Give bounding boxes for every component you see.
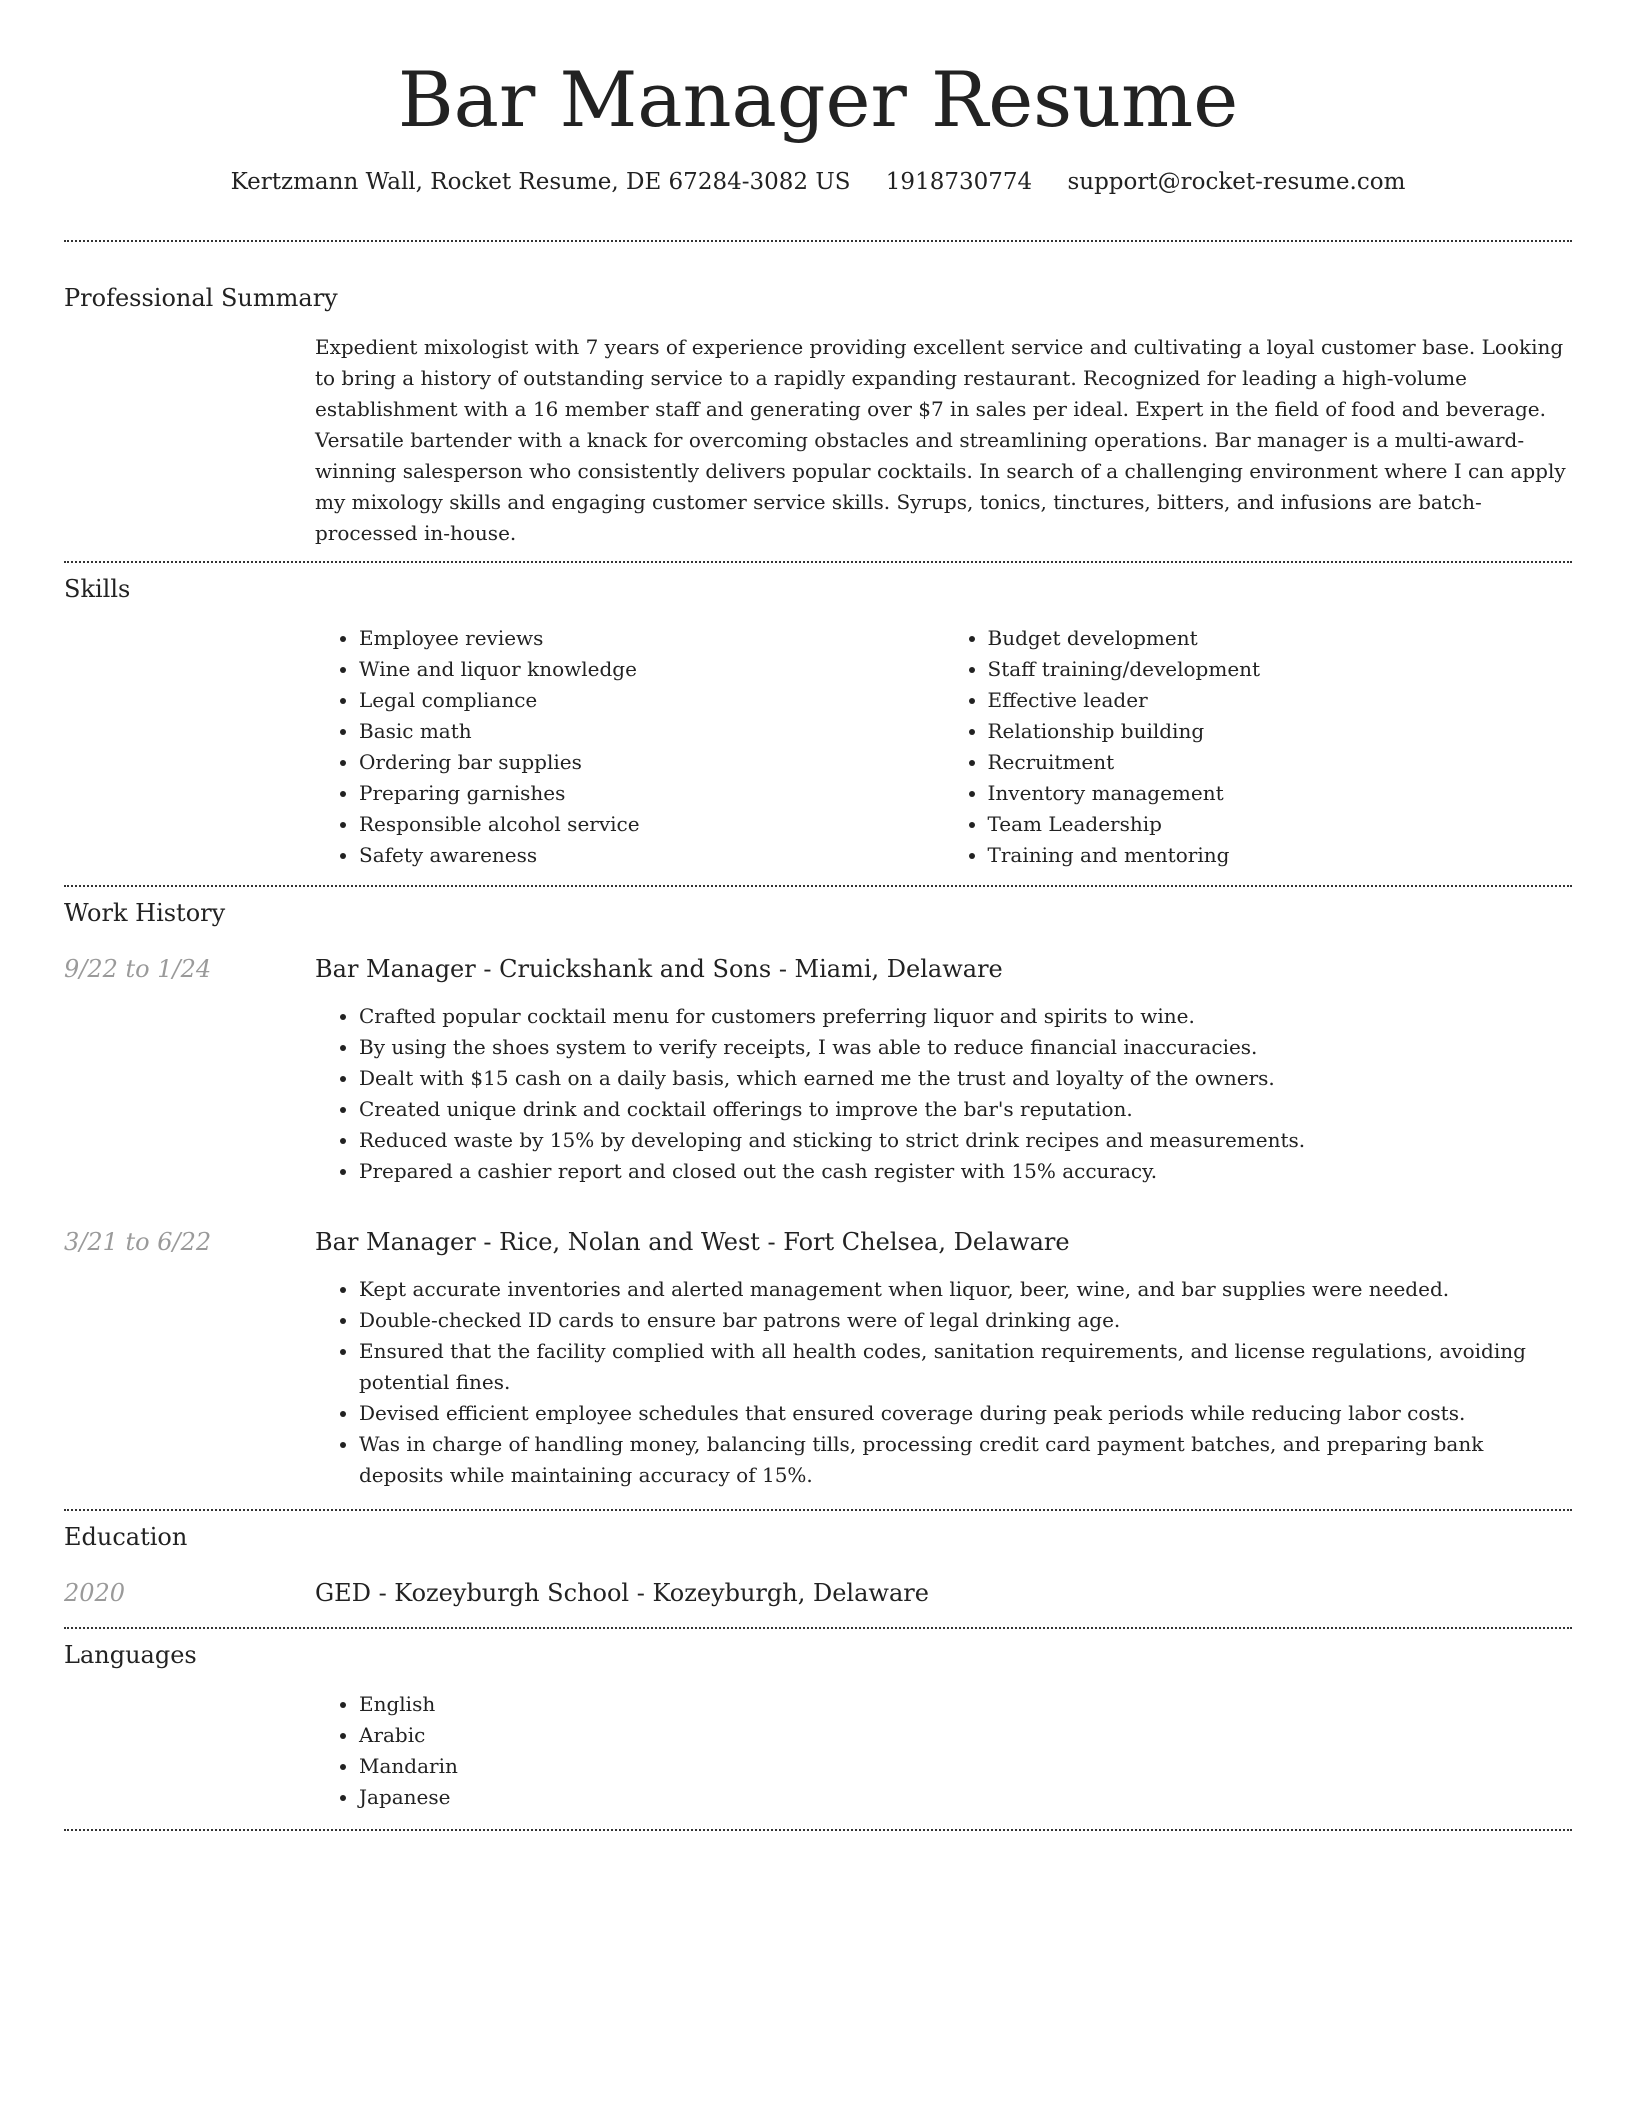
list-item: • Preparing garnishes xyxy=(359,778,944,809)
list-item: • Responsible alcohol service xyxy=(359,809,944,840)
contact-email: support@rocket-resume.com xyxy=(1067,169,1406,195)
list-item: • Crafted popular cocktail menu for customers preferring liquor and spirits to wine. xyxy=(359,1001,1572,1032)
job-details xyxy=(315,1226,1572,1491)
list-item: • English xyxy=(359,1689,1572,1720)
contact-line xyxy=(64,166,1572,198)
list-item: • Devised efficient employee schedules that ensured coverage during peak periods while reducing labor costs. xyxy=(359,1398,1572,1429)
list-item: • Legal compliance xyxy=(359,685,944,716)
section-heading-education: Education xyxy=(64,1523,188,1551)
job-bullets xyxy=(315,1001,1572,1187)
job-bullets xyxy=(315,1274,1572,1491)
education-year: 2020 xyxy=(64,1579,126,1607)
list-item: • Was in charge of handling money, balancing tills, processing credit card payment batches, and preparing bank deposits while maintaining accuracy of 15%. xyxy=(359,1429,1572,1491)
skills-column-right xyxy=(944,623,1573,871)
job-entry xyxy=(64,953,1572,1187)
job-title: Bar Manager - Rice, Nolan and West - Fort Chelsea, Delaware xyxy=(315,1228,1070,1256)
list-item: • By using the shoes system to verify receipts, I was able to reduce financial inaccuracies. xyxy=(359,1032,1572,1063)
list-item: • Staff training/development xyxy=(988,654,1573,685)
divider xyxy=(64,1627,1572,1629)
list-item: • Arabic xyxy=(359,1720,1572,1751)
list-item: • Recruitment xyxy=(988,747,1573,778)
resume-page xyxy=(64,0,1572,1831)
list-item: • Double-checked ID cards to ensure bar patrons were of legal drinking age. xyxy=(359,1305,1572,1336)
list-item: • Kept accurate inventories and alerted management when liquor, beer, wine, and bar supplies were needed. xyxy=(359,1274,1572,1305)
divider xyxy=(64,1829,1572,1831)
contact-phone: 1918730774 xyxy=(885,169,1033,195)
list-item: • Basic math xyxy=(359,716,944,747)
divider xyxy=(64,561,1572,563)
list-item: • Mandarin xyxy=(359,1751,1572,1782)
section-heading-summary: Professional Summary xyxy=(64,284,338,312)
job-title: Bar Manager - Cruickshank and Sons - Miami, Delaware xyxy=(315,955,1003,983)
list-item: • Prepared a cashier report and closed out the cash register with 15% accuracy. xyxy=(359,1156,1572,1187)
list-item: • Effective leader xyxy=(988,685,1573,716)
list-item: • Reduced waste by 15% by developing and sticking to strict drink recipes and measurements. xyxy=(359,1125,1572,1156)
section-heading-skills: Skills xyxy=(64,575,131,603)
list-item: • Team Leadership xyxy=(988,809,1573,840)
list-item: • Created unique drink and cocktail offerings to improve the bar's reputation. xyxy=(359,1094,1572,1125)
divider xyxy=(64,1509,1572,1511)
list-item: • Training and mentoring xyxy=(988,840,1573,871)
list-item: • Relationship building xyxy=(988,716,1573,747)
section-heading-work: Work History xyxy=(64,899,226,927)
list-item: • Japanese xyxy=(359,1782,1572,1813)
list-item: • Dealt with $15 cash on a daily basis, which earned me the trust and loyalty of the owners. xyxy=(359,1063,1572,1094)
education-title: GED - Kozeyburgh School - Kozeyburgh, Delaware xyxy=(315,1579,929,1607)
list-item: • Safety awareness xyxy=(359,840,944,871)
contact-address: Kertzmann Wall, Rocket Resume, DE 67284-3082 US xyxy=(230,169,851,195)
list-item: • Employee reviews xyxy=(359,623,944,654)
summary-text: Expedient mixologist with 7 years of experience providing excellent service and cultivating a loyal customer base. Looking to bring a history of outstanding service to a rapidly expanding restaurant. Recognized for leading a high-volume establishment with a 16 member staff and generating over $7 in sales per ideal. Expert in the field of food and beverage. Versatile bartender with a knack for overcoming obstacles and streamlining operations. Bar manager is a multi-award-winning salesperson who consistently delivers popular cocktails. In search of a challenging environment where I can apply my mixology skills and engaging customer service skills. Syrups, tonics, tinctures, bitters, and infusions are batch-processed in-house. xyxy=(315,335,1566,545)
list-item: • Ensured that the facility complied with all health codes, sanitation requirements, and license regulations, avoiding potential fines. xyxy=(359,1336,1572,1398)
divider xyxy=(64,240,1572,242)
list-item: • Inventory management xyxy=(988,778,1573,809)
job-details xyxy=(315,953,1572,1187)
list-item: • Wine and liquor knowledge xyxy=(359,654,944,685)
job-dates: 3/21 to 6/22 xyxy=(64,1228,212,1256)
languages-list xyxy=(315,1689,1572,1813)
list-item: • Ordering bar supplies xyxy=(359,747,944,778)
skills-list xyxy=(315,623,1572,871)
list-item: • Budget development xyxy=(988,623,1573,654)
skills-column-left xyxy=(315,623,944,871)
education-details xyxy=(315,1577,1572,1609)
education-entry xyxy=(64,1577,1572,1609)
section-heading-languages: Languages xyxy=(64,1641,197,1669)
job-dates: 9/22 to 1/24 xyxy=(64,955,212,983)
resume-title: Bar Manager Resume xyxy=(397,55,1239,144)
languages-bullets xyxy=(315,1689,1572,1813)
divider xyxy=(64,885,1572,887)
job-entry xyxy=(64,1226,1572,1491)
